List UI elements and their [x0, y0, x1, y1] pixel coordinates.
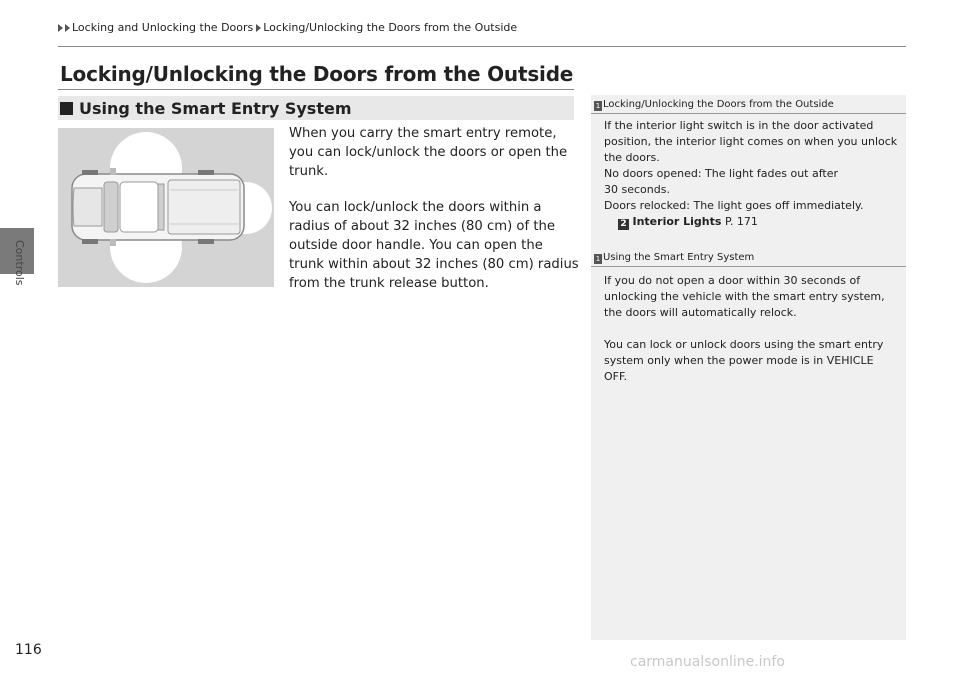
vehicle-top-view-icon [58, 128, 274, 287]
smart-entry-range-illustration [58, 128, 274, 287]
note-marker-icon: 1 [595, 102, 601, 110]
body-text [289, 124, 579, 310]
reference-page[interactable]: P. 171 [724, 215, 758, 228]
watermark: carmanualsonline.info [630, 654, 785, 670]
note-1-line-1: If the interior light switch is in the door activated position, the interior light comes on when you unlock the doors. [604, 119, 898, 164]
note-2-paragraph-1: If you do not open a door within 30 seconds of unlocking the vehicle with the smart entry system, the doors will automatically relock. [604, 274, 885, 319]
note-1-line-4: Doors relocked: The light goes off immediately. [604, 199, 864, 212]
breadcrumb-arrow-icon [65, 24, 70, 32]
note-1-line-2: No doors opened: The light fades out after [604, 167, 839, 180]
title-divider [58, 89, 574, 90]
note-2-body [604, 273, 899, 385]
note-2-paragraph-2: You can lock or unlock doors using the smart entry system only when the power mode is in VEHICLE OFF. [604, 338, 884, 383]
breadcrumb-arrow-icon [58, 24, 63, 32]
section-title: Using the Smart Entry System [79, 98, 352, 118]
reference-label[interactable]: Interior Lights [632, 215, 722, 228]
section-square-icon [60, 102, 73, 115]
header-divider [58, 46, 906, 47]
body-paragraph-1: When you carry the smart entry remote, you can lock/unlock the doors or open the trunk. [289, 126, 568, 179]
note-1-heading: 1 Locking/Unlocking the Doors from the Outside [591, 99, 906, 114]
note-marker-icon: 1 [595, 255, 601, 263]
note-2-heading: 1 Using the Smart Entry System [591, 252, 906, 267]
breadcrumb [58, 21, 517, 34]
note-1-line-3: 30 seconds. [604, 183, 670, 196]
side-section-label: Controls [13, 240, 26, 286]
body-paragraph-2: You can lock/unlock the doors within a radius of about 32 inches (80 cm) of the outside door handle. You can open the trunk within about 32 inches (80 cm) radius from the trunk release button. [289, 200, 579, 291]
breadcrumb-arrow-icon [256, 24, 261, 32]
note-1-body [604, 118, 899, 230]
interior-lights-reference[interactable] [604, 214, 899, 230]
notes-panel [591, 95, 906, 640]
section-heading [58, 96, 574, 120]
reference-arrow-icon: 2 [618, 219, 629, 230]
breadcrumb-item-locking-unlocking[interactable]: Locking and Unlocking the Doors [72, 21, 254, 34]
page-number: 116 [15, 642, 42, 658]
page-title: Locking/Unlocking the Doors from the Outside [60, 62, 574, 86]
breadcrumb-item-current[interactable]: Locking/Unlocking the Doors from the Outside [263, 21, 518, 34]
